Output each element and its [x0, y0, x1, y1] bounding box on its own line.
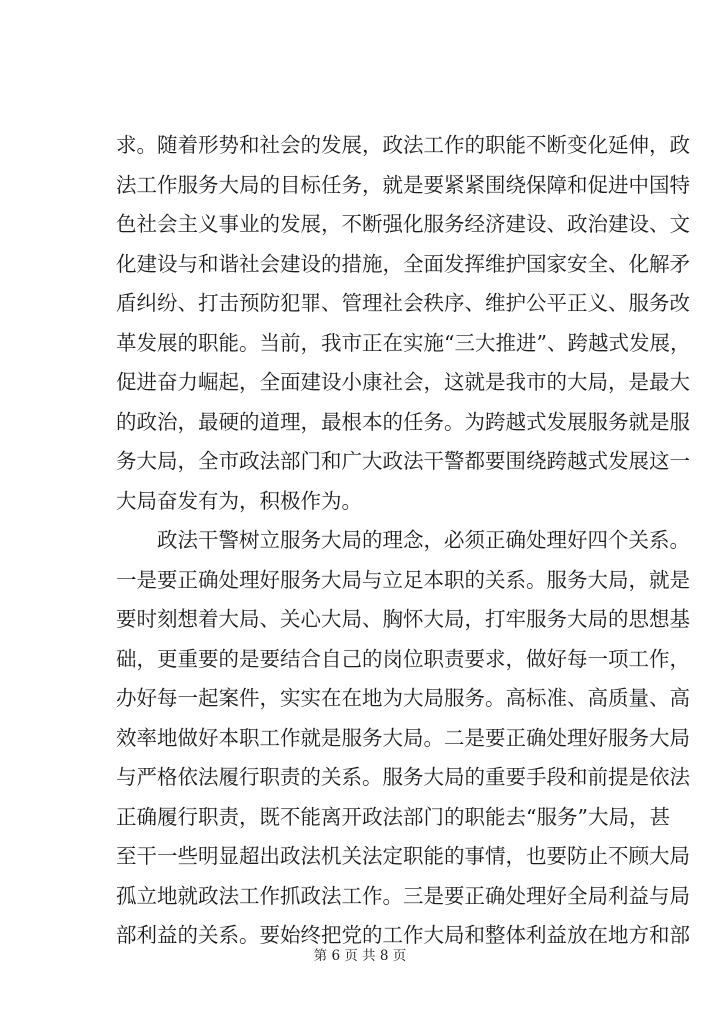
text-line: 正确履行职责，既不能离开政法部门的职能去“服务”大局，甚 [116, 804, 670, 829]
text-line: 的政治，最硬的道理，最根本的任务。为跨越式发展服务就是服 [116, 409, 690, 434]
text-line: 法工作服务大局的目标任务，就是要紧紧围绕保障和促进中国特 [116, 172, 690, 197]
text-line: 办好每一起案件，实实在在地为大局服务。高标准、高质量、高 [116, 686, 690, 710]
text-line: 要时刻想着大局、关心大局、胸怀大局，打牢服务大局的思想基 [116, 607, 690, 631]
text-line: 与严格依法履行职责的关系。服务大局的重要手段和前提是依法 [116, 765, 690, 789]
body-text [116, 126, 691, 956]
text-line: 至干一些明显超出政法机关法定职能的事情，也要防止不顾大局 [116, 844, 690, 868]
text-line: 促进奋力崛起，全面建设小康社会，这就是我市的大局，是最大 [116, 370, 690, 394]
text-line: 础，更重要的是要结合自己的岗位职责要求，做好每一项工作， [116, 646, 690, 671]
text-line: 孤立地就政法工作抓政法工作。三是要正确处理好全局利益与局 [116, 883, 690, 908]
text-line: 色社会主义事业的发展，不断强化服务经济建设、政治建设、文 [116, 212, 690, 236]
text-line: 务大局，全市政法部门和广大政法干警都要围绕跨越式发展这一 [116, 449, 690, 473]
text-line: 效率地做好本职工作就是服务大局。二是要正确处理好服务大局 [116, 725, 690, 750]
paragraph-first-line: 政法干警树立服务大局的理念，必须正确处理好四个关系。 [157, 528, 690, 552]
text-line: 部利益的关系。要始终把党的工作大局和整体利益放在地方和部 [116, 923, 690, 947]
text-line: 革发展的职能。当前，我市正在实施“三大推进”、跨越式发展， [116, 330, 691, 355]
text-line: 化建设与和谐社会建设的措施，全面发挥维护国家安全、化解矛 [116, 251, 690, 276]
page-number-footer: 第 6 页 共 8 页 [313, 948, 407, 964]
text-line: 盾纠纷、打击预防犯罪、管理社会秩序、维护公平正义、服务改 [116, 291, 690, 315]
text-line: 大局奋发有为，积极作为。 [116, 488, 362, 513]
text-line: 一是要正确处理好服务大局与立足本职的关系。服务大局，就是 [116, 567, 690, 592]
text-line: 求。随着形势和社会的发展，政法工作的职能不断变化延伸，政 [116, 133, 690, 157]
